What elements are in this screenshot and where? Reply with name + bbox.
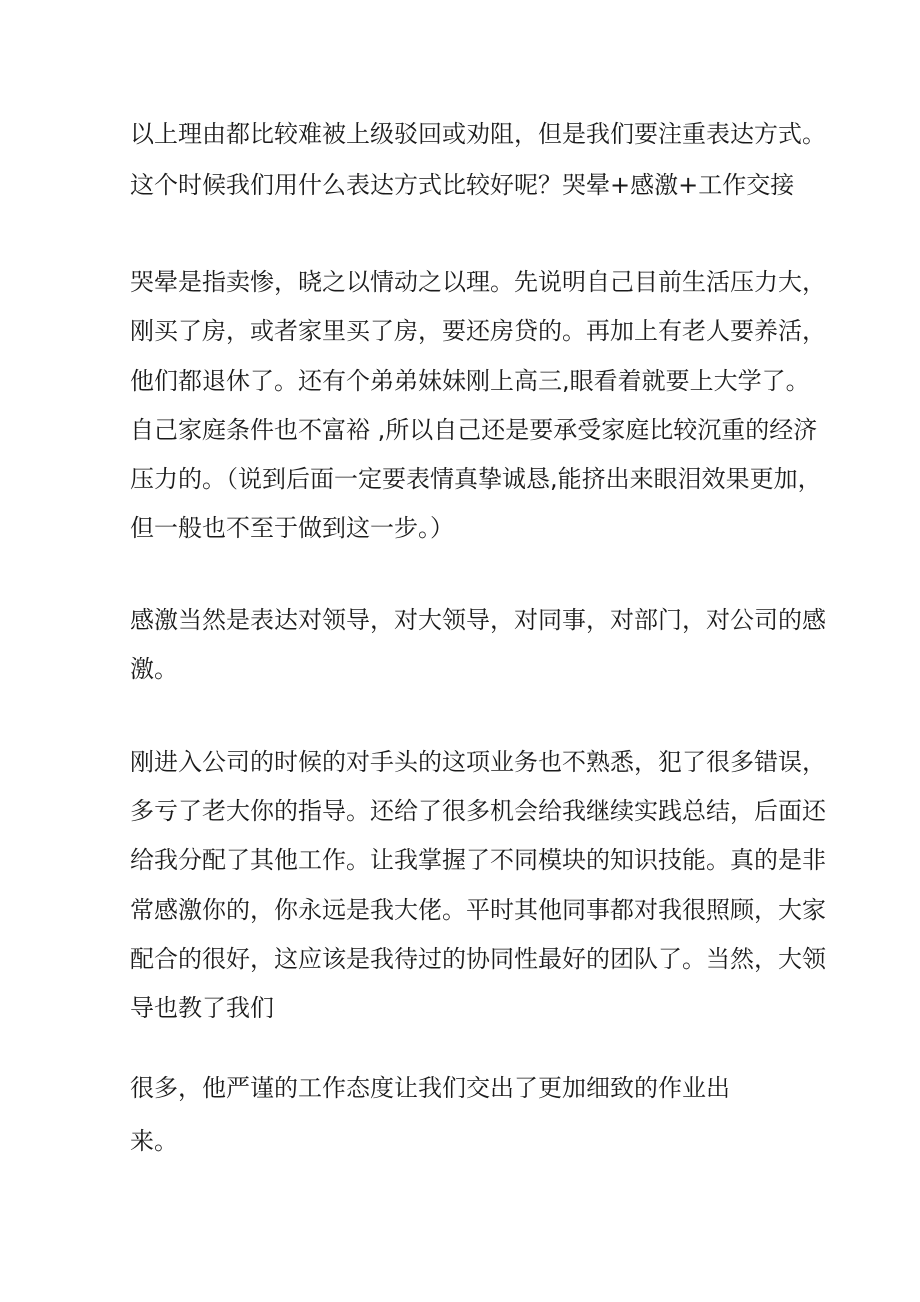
paragraph-4-line-6: 导也教了我们 [130,994,274,1022]
paragraph-5-line-2: 来。 [130,1127,178,1155]
paragraph-4-line-2: 多亏了老大你的指导。还给了很多机会给我继续实践总结，后面还 [130,797,826,825]
paragraph-3-line-2: 激。 [130,655,178,683]
paragraph-2-line-6: 但一般也不至于做到这一步。） [130,514,454,542]
paragraph-3-line-1: 感激当然是表达对领导，对大领导，对同事，对部门，对公司的感 [130,606,826,634]
paragraph-1-line-2: 这个时候我们用什么表达方式比较好呢？哭晕+感激+工作交接 [130,171,795,199]
paragraph-2-line-2: 刚买了房，或者家里买了房，要还房贷的。再加上有老人要养活， [130,317,826,345]
paragraph-2-line-4: 自己家庭条件也不富裕 ,所以自己还是要承受家庭比较沉重的经济 [130,416,818,444]
paragraph-4-line-4: 常感激你的，你永远是我大佬。平时其他同事都对我很照顾，大家 [130,896,826,924]
paragraph-2-line-3: 他们都退休了。还有个弟弟妹妹刚上高三,眼看着就要上大学了。 [130,367,810,395]
paragraph-2-line-1: 哭晕是指卖惨，晓之以情动之以理。先说明自己目前生活压力大， [130,268,826,296]
paragraph-2-line-5: 压力的。（说到后面一定要表情真挚诚恳,能挤出来眼泪效果更加， [130,465,822,493]
paragraph-4-line-3: 给我分配了其他工作。让我掌握了不同模块的知识技能。真的是非 [130,846,826,874]
paragraph-1-line-1: 以上理由都比较难被上级驳回或劝阻，但是我们要注重表达方式。 [130,120,826,148]
paragraph-5-line-1: 很多，他严谨的工作态度让我们交出了更加细致的作业出 [130,1074,730,1102]
paragraph-4-line-5: 配合的很好，这应该是我待过的协同性最好的团队了。当然，大领 [130,945,826,973]
paragraph-4-line-1: 刚进入公司的时候的对手头的这项业务也不熟悉，犯了很多错误， [130,748,826,776]
